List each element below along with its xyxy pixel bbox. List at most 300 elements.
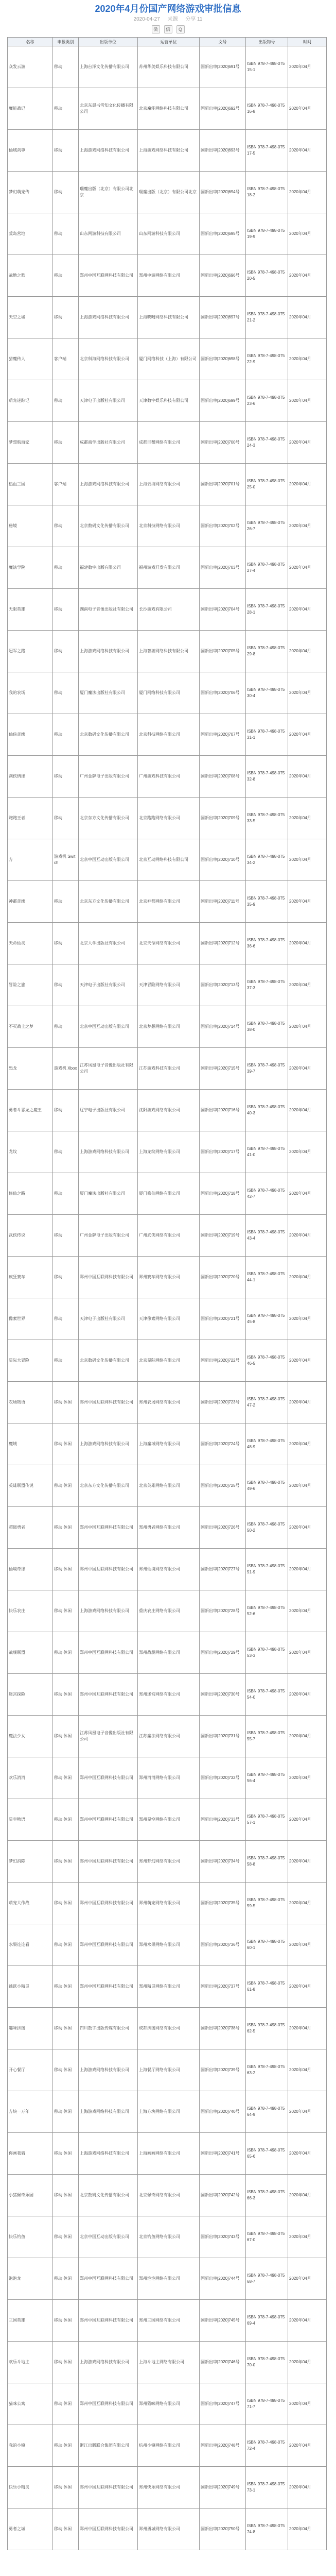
- cell-approval-number: 国新出审[2020]697号: [200, 297, 246, 338]
- cell-category: 移动: [53, 172, 79, 213]
- cell-game-name: 勇者之城: [8, 2509, 53, 2550]
- cell-isbn: ISBN 978-7-498-07532-8: [246, 756, 288, 798]
- cell-publisher: 北京东方文化传播有限公司: [79, 1465, 138, 1507]
- cell-date: 2020年04月: [288, 1257, 327, 1298]
- cell-approval-number: 国新出审[2020]712号: [200, 923, 246, 964]
- cell-isbn: ISBN 978-7-498-07546-5: [246, 1340, 288, 1382]
- cell-approval-number: 国新出审[2020]733号: [200, 1799, 246, 1841]
- cell-date: 2020年04月: [288, 1048, 327, 1090]
- cell-publisher: 上海游戏网络科技有限公司: [79, 2091, 138, 2133]
- cell-isbn: ISBN 978-7-498-07563-2: [246, 2049, 288, 2091]
- cell-approval-number: 国新出审[2020]741号: [200, 2133, 246, 2175]
- cell-category: 客户端: [53, 464, 79, 505]
- table-row: [8, 1173, 327, 1215]
- cell-date: 2020年04月: [288, 1090, 327, 1131]
- table-row: [8, 46, 327, 88]
- cell-publisher: 福建数字出版有限公司: [79, 547, 138, 589]
- cell-game-name: 秘境: [8, 505, 53, 547]
- cell-approval-number: 国新出审[2020]739号: [200, 2049, 246, 2091]
- cell-approval-number: 国新出审[2020]718号: [200, 1173, 246, 1215]
- cell-game-name: 欢乐斗地主: [8, 2342, 53, 2383]
- table-row: [8, 464, 327, 505]
- cell-category: 移动 休闲: [53, 2342, 79, 2383]
- table-row: [8, 1590, 327, 1632]
- cell-isbn: ISBN 978-7-498-07544-1: [246, 1257, 288, 1298]
- cell-operator: 北京科技网络有限公司: [138, 714, 200, 756]
- cell-game-name: 热血三国: [8, 464, 53, 505]
- cell-publisher: 上海游戏网络科技有限公司: [79, 1423, 138, 1465]
- cell-publisher: 湖南电子音像出版社有限公司: [79, 589, 138, 631]
- cell-operator: 厦门网络科技有限公司: [138, 672, 200, 714]
- cell-game-name: 我的小镇: [8, 2425, 53, 2467]
- cell-game-name: 冒险之旅: [8, 964, 53, 1006]
- cell-operator: 北京梦想网络有限公司: [138, 1006, 200, 1048]
- cell-game-name: 超级勇者: [8, 1507, 53, 1549]
- cell-publisher: 郑州中国互联网科技有限公司: [79, 2509, 138, 2550]
- cell-operator: 福州游戏开发有限公司: [138, 547, 200, 589]
- cell-approval-number: 国新出审[2020]717号: [200, 1131, 246, 1173]
- table-row: [8, 798, 327, 839]
- cell-game-name: 武侠传说: [8, 1215, 53, 1257]
- cell-operator: 郑州迷宫网络有限公司: [138, 1674, 200, 1716]
- page-title: 2020年4月份国产网络游戏审批信息: [95, 4, 241, 14]
- cell-publisher: 浙江出版联合集团有限公司: [79, 2425, 138, 2467]
- cell-approval-number: 国新出审[2020]746号: [200, 2342, 246, 2383]
- cell-category: 移动: [53, 1215, 79, 1257]
- cell-game-name: 魔能战记: [8, 88, 53, 130]
- cell-category: 移动 休闲: [53, 2133, 79, 2175]
- cell-approval-number: 国新出审[2020]701号: [200, 464, 246, 505]
- cell-category: 移动 休闲: [53, 2008, 79, 2049]
- table-row: [8, 1632, 327, 1674]
- table-row: [8, 756, 327, 798]
- cell-publisher: 北京科海网络科技有限公司: [79, 338, 138, 380]
- cell-publisher: 北京数码文化传播有限公司: [79, 505, 138, 547]
- table-row: [8, 1215, 327, 1257]
- cell-category: 移动 休闲: [53, 1799, 79, 1841]
- cell-isbn: ISBN 978-7-498-07551-9: [246, 1549, 288, 1590]
- cell-game-name: 恐龙: [8, 1048, 53, 1090]
- cell-game-name: 水果连连看: [8, 1924, 53, 1966]
- cell-approval-number: 国新出审[2020]722号: [200, 1340, 246, 1382]
- cell-date: 2020年04月: [288, 213, 327, 255]
- cell-date: 2020年04月: [288, 964, 327, 1006]
- cell-operator: 上海魔域网络有限公司: [138, 1423, 200, 1465]
- wechat-icon[interactable]: 信: [164, 25, 172, 33]
- cell-category: 移动 休闲: [53, 2300, 79, 2342]
- cell-date: 2020年04月: [288, 88, 327, 130]
- table-row: [8, 1382, 327, 1423]
- cell-operator: 成都巨蟹网络有限公司: [138, 422, 200, 464]
- cell-isbn: ISBN 978-7-498-07559-5: [246, 1883, 288, 1924]
- cell-approval-number: 国新出审[2020]692号: [200, 88, 246, 130]
- cell-isbn: ISBN 978-7-498-07558-8: [246, 1841, 288, 1883]
- column-header-approval-number: 文号: [200, 38, 246, 46]
- cell-category: 移动 休闲: [53, 2425, 79, 2467]
- cell-category: 移动: [53, 1298, 79, 1340]
- qzone-icon[interactable]: Q: [176, 25, 185, 33]
- cell-date: 2020年04月: [288, 1340, 327, 1382]
- cell-operator: 北京跑跑网络有限公司: [138, 798, 200, 839]
- cell-approval-number: 国新出审[2020]704号: [200, 589, 246, 631]
- cell-approval-number: 国新出审[2020]728号: [200, 1590, 246, 1632]
- table-row: [8, 338, 327, 380]
- cell-publisher: 郑州中国互联网科技有限公司: [79, 1674, 138, 1716]
- cell-operator: 郑州萌宠网络有限公司: [138, 1883, 200, 1924]
- cell-game-name: 快乐农庄: [8, 1590, 53, 1632]
- cell-game-name: 你画我猜: [8, 2133, 53, 2175]
- cell-publisher: 天津电子出版社有限公司: [79, 1298, 138, 1340]
- cell-category: 移动: [53, 1173, 79, 1215]
- cell-category: 移动: [53, 923, 79, 964]
- cell-publisher: 辽宁电子出版社有限公司: [79, 1090, 138, 1131]
- cell-operator: 上海智游网络科技有限公司: [138, 631, 200, 672]
- cell-publisher: 厦门魔法出版社有限公司: [79, 1173, 138, 1215]
- table-row: [8, 255, 327, 297]
- cell-publisher: 成都商学出版社有限公司: [79, 422, 138, 464]
- table-row: [8, 631, 327, 672]
- cell-game-name: 快乐钓鱼: [8, 2216, 53, 2258]
- cell-game-name: 英雄联盟传说: [8, 1465, 53, 1507]
- table-row: [8, 1298, 327, 1340]
- cell-approval-number: 国新出审[2020]735号: [200, 1883, 246, 1924]
- cell-approval-number: 国新出审[2020]720号: [200, 1257, 246, 1298]
- cell-publisher: 江苏凤凰电子音像出版社有限公司: [79, 1048, 138, 1090]
- cell-approval-number: 国新出审[2020]738号: [200, 2008, 246, 2049]
- table-row: [8, 2258, 327, 2300]
- cell-publisher: 北京中国互动出版有限公司: [79, 839, 138, 881]
- table-header-row: [8, 38, 327, 46]
- cell-operator: 苏州华美娱乐科技有限公司: [138, 46, 200, 88]
- cell-approval-number: 国新出审[2020]705号: [200, 631, 246, 672]
- table-row: [8, 422, 327, 464]
- cell-isbn: ISBN 978-7-498-07572-4: [246, 2425, 288, 2467]
- cell-category: 移动: [53, 1090, 79, 1131]
- cell-publisher: 郑州中国互联网科技有限公司: [79, 2258, 138, 2300]
- cell-approval-number: 国新出审[2020]715号: [200, 1048, 246, 1090]
- cell-operator: 江苏魔法网络有限公司: [138, 1716, 200, 1757]
- cell-isbn: ISBN 978-7-498-07515-1: [246, 46, 288, 88]
- cell-operator: 郑州消消网络有限公司: [138, 1757, 200, 1799]
- cell-publisher: 郑州中国互联网科技有限公司: [79, 1382, 138, 1423]
- table-row: [8, 1423, 327, 1465]
- cell-operator: 郑州三国网络有限公司: [138, 2300, 200, 2342]
- cell-date: 2020年04月: [288, 2258, 327, 2300]
- table-row: [8, 1090, 327, 1131]
- column-header-game-name: 名称: [8, 38, 53, 46]
- cell-approval-number: 国新出审[2020]699号: [200, 380, 246, 422]
- cell-date: 2020年04月: [288, 1423, 327, 1465]
- cell-game-name: 天命仙灵: [8, 923, 53, 964]
- table-row: [8, 672, 327, 714]
- cell-category: 移动: [53, 964, 79, 1006]
- cell-operator: 广州武侠网络有限公司: [138, 1215, 200, 1257]
- cell-publisher: 广州金牌电子出版有限公司: [79, 1215, 138, 1257]
- cell-isbn: ISBN 978-7-498-07519-9: [246, 213, 288, 255]
- cell-date: 2020年04月: [288, 1716, 327, 1757]
- cell-operator: 郑州快乐网络有限公司: [138, 2467, 200, 2509]
- table-row: [8, 1674, 327, 1716]
- cell-publisher: 上海游戏网络科技有限公司: [79, 2049, 138, 2091]
- cell-category: 移动 休闲: [53, 1674, 79, 1716]
- column-header-operator: 运营单位: [138, 38, 200, 46]
- cell-category: 游戏机 Switch: [53, 839, 79, 881]
- cell-date: 2020年04月: [288, 1131, 327, 1173]
- cell-approval-number: 国新出审[2020]700号: [200, 422, 246, 464]
- cell-operator: 成都拼图网络有限公司: [138, 2008, 200, 2049]
- cell-isbn: ISBN 978-7-498-07557-1: [246, 1799, 288, 1841]
- cell-approval-number: 国新出审[2020]732号: [200, 1757, 246, 1799]
- cell-publisher: 上海游戏网络科技有限公司: [79, 631, 138, 672]
- cell-category: 移动: [53, 672, 79, 714]
- cell-category: 移动: [53, 589, 79, 631]
- cell-game-name: 萌宠迷踪记: [8, 380, 53, 422]
- cell-operator: 厦门网络科技（上海）有限公司: [138, 338, 200, 380]
- cell-date: 2020年04月: [288, 1507, 327, 1549]
- cell-date: 2020年04月: [288, 2133, 327, 2175]
- cell-game-name: 像素世界: [8, 1298, 53, 1340]
- cell-publisher: 广州金牌电子出版有限公司: [79, 756, 138, 798]
- cell-isbn: ISBN 978-7-498-07531-1: [246, 714, 288, 756]
- table-row: [8, 1006, 327, 1048]
- cell-publisher: 上海游戏网络科技有限公司: [79, 2133, 138, 2175]
- cell-game-name: 欢乐消消: [8, 1757, 53, 1799]
- cell-date: 2020年04月: [288, 756, 327, 798]
- cell-game-name: 萌宠大作战: [8, 1883, 53, 1924]
- cell-isbn: ISBN 978-7-498-07573-1: [246, 2467, 288, 2509]
- cell-isbn: ISBN 978-7-498-07528-1: [246, 589, 288, 631]
- cell-game-name: 不灭战士之梦: [8, 1006, 53, 1048]
- cell-isbn: ISBN 978-7-498-07535-9: [246, 881, 288, 923]
- cell-operator: 天津像素网络有限公司: [138, 1298, 200, 1340]
- cell-publisher: 北京东晨书雪知文化传播有限公司: [79, 88, 138, 130]
- cell-approval-number: 国新出审[2020]734号: [200, 1841, 246, 1883]
- cell-approval-number: 国新出审[2020]750号: [200, 2509, 246, 2550]
- cell-game-name: 开心餐厅: [8, 2049, 53, 2091]
- cell-operator: 郑州梦幻网络有限公司: [138, 1841, 200, 1883]
- table-row: [8, 297, 327, 338]
- cell-isbn: ISBN 978-7-498-07516-8: [246, 88, 288, 130]
- cell-game-name: 猎魔传人: [8, 338, 53, 380]
- cell-isbn: ISBN 978-7-498-07541-0: [246, 1131, 288, 1173]
- table-row: [8, 88, 327, 130]
- cell-date: 2020年04月: [288, 1841, 327, 1883]
- weibo-icon[interactable]: 微: [152, 25, 160, 33]
- cell-date: 2020年04月: [288, 1966, 327, 2008]
- cell-operator: 上海云海网络有限公司: [138, 464, 200, 505]
- cell-game-name: 无限英雄: [8, 589, 53, 631]
- cell-category: 客户端: [53, 338, 79, 380]
- cell-isbn: ISBN 978-7-498-07547-2: [246, 1382, 288, 1423]
- cell-publisher: 北京数码文化传播有限公司: [79, 2175, 138, 2216]
- cell-isbn: ISBN 978-7-498-07548-9: [246, 1423, 288, 1465]
- cell-category: 移动: [53, 422, 79, 464]
- cell-game-name: 龙纹: [8, 1131, 53, 1173]
- cell-date: 2020年04月: [288, 2216, 327, 2258]
- cell-approval-number: 国新出审[2020]724号: [200, 1423, 246, 1465]
- cell-operator: 北京天命网络有限公司: [138, 923, 200, 964]
- cell-game-name: 迷宫探险: [8, 1674, 53, 1716]
- cell-operator: 沈阳游戏网络有限公司: [138, 1090, 200, 1131]
- cell-isbn: ISBN 978-7-498-07564-9: [246, 2091, 288, 2133]
- cell-category: 移动 休闲: [53, 1590, 79, 1632]
- table-row: [8, 714, 327, 756]
- cell-approval-number: 国新出审[2020]691号: [200, 46, 246, 88]
- cell-isbn: ISBN 978-7-498-07518-2: [246, 172, 288, 213]
- cell-game-name: 梦幻消除: [8, 1841, 53, 1883]
- cell-date: 2020年04月: [288, 297, 327, 338]
- cell-category: 移动 休闲: [53, 1382, 79, 1423]
- cell-category: 移动: [53, 798, 79, 839]
- cell-date: 2020年04月: [288, 1674, 327, 1716]
- cell-date: 2020年04月: [288, 839, 327, 881]
- cell-game-name: 战舰联盟: [8, 1632, 53, 1674]
- cell-date: 2020年04月: [288, 1883, 327, 1924]
- cell-date: 2020年04月: [288, 881, 327, 923]
- cell-category: 移动: [53, 1257, 79, 1298]
- cell-date: 2020年04月: [288, 1465, 327, 1507]
- cell-publisher: 郑州中国互联网科技有限公司: [79, 1841, 138, 1883]
- cell-isbn: ISBN 978-7-498-07524-3: [246, 422, 288, 464]
- cell-operator: 郑州赛车网络有限公司: [138, 1257, 200, 1298]
- cell-isbn: ISBN 978-7-498-07517-5: [246, 130, 288, 172]
- table-row: [8, 505, 327, 547]
- cell-operator: 天津数字娱乐科技有限公司: [138, 380, 200, 422]
- cell-operator: 上海画画网络有限公司: [138, 2133, 200, 2175]
- column-header-date: 时间: [288, 38, 327, 46]
- cell-isbn: ISBN 978-7-498-07526-7: [246, 505, 288, 547]
- cell-category: 移动 休闲: [53, 1966, 79, 2008]
- cell-operator: 郑州泡泡网络有限公司: [138, 2258, 200, 2300]
- cell-category: 游戏机 Xbox: [53, 1048, 79, 1090]
- cell-operator: 杭州小镇网络有限公司: [138, 2425, 200, 2467]
- table-row: [8, 1716, 327, 1757]
- cell-category: 移动: [53, 380, 79, 422]
- cell-date: 2020年04月: [288, 923, 327, 964]
- cell-category: 移动 休闲: [53, 1632, 79, 1674]
- cell-publisher: 江苏凤凰电子音像出版社有限公司: [79, 1716, 138, 1757]
- table-row: [8, 2509, 327, 2550]
- cell-approval-number: 国新出审[2020]714号: [200, 1006, 246, 1048]
- cell-operator: 上海晓晴网络科技有限公司: [138, 297, 200, 338]
- table-row: [8, 1257, 327, 1298]
- cell-approval-number: 国新出审[2020]721号: [200, 1298, 246, 1340]
- cell-publisher: 郑州中国互联网科技有限公司: [79, 1883, 138, 1924]
- cell-date: 2020年04月: [288, 255, 327, 297]
- cell-isbn: ISBN 978-7-498-07527-4: [246, 547, 288, 589]
- cell-game-name: 神都奇缘: [8, 881, 53, 923]
- cell-date: 2020年04月: [288, 1298, 327, 1340]
- column-header-publisher: 出版单位: [79, 38, 138, 46]
- table-row: [8, 2175, 327, 2216]
- cell-category: 移动: [53, 130, 79, 172]
- cell-date: 2020年04月: [288, 2008, 327, 2049]
- cell-date: 2020年04月: [288, 1924, 327, 1966]
- table-row: [8, 1048, 327, 1090]
- table-row: [8, 839, 327, 881]
- table-body: [8, 46, 327, 2550]
- cell-publisher: 上海游戏网络科技有限公司: [79, 464, 138, 505]
- cell-isbn: ISBN 978-7-498-07538-0: [246, 1006, 288, 1048]
- cell-approval-number: 国新出审[2020]729号: [200, 1632, 246, 1674]
- table-row: [8, 1507, 327, 1549]
- table-row: [8, 2091, 327, 2133]
- cell-date: 2020年04月: [288, 464, 327, 505]
- cell-category: 移动 休闲: [53, 1716, 79, 1757]
- cell-isbn: ISBN 978-7-498-07561-8: [246, 1966, 288, 2008]
- cell-publisher: 郑州中国互联网科技有限公司: [79, 1257, 138, 1298]
- table-row: [8, 1340, 327, 1382]
- cell-category: 移动 休闲: [53, 2383, 79, 2425]
- cell-operator: 北京星际网络有限公司: [138, 1340, 200, 1382]
- cell-approval-number: 国新出审[2020]736号: [200, 1924, 246, 1966]
- cell-publisher: 郑州中国互联网科技有限公司: [79, 255, 138, 297]
- cell-publisher: 上海游戏网络科技有限公司: [79, 1590, 138, 1632]
- cell-isbn: ISBN 978-7-498-07567-0: [246, 2216, 288, 2258]
- cell-approval-number: 国新出审[2020]745号: [200, 2300, 246, 2342]
- cell-date: 2020年04月: [288, 130, 327, 172]
- cell-operator: 北京佩奇网络有限公司: [138, 2175, 200, 2216]
- column-header-isbn: 出版物号: [246, 38, 288, 46]
- cell-operator: 郑州战舰网络有限公司: [138, 1632, 200, 1674]
- cell-approval-number: 国新出审[2020]695号: [200, 213, 246, 255]
- table-row: [8, 2342, 327, 2383]
- cell-game-name: 魔法少女: [8, 1716, 53, 1757]
- source-label: 来源: [167, 16, 178, 22]
- cell-publisher: 上海游戏网络科技有限公司: [79, 1131, 138, 1173]
- cell-date: 2020年04月: [288, 1632, 327, 1674]
- cell-category: 移动: [53, 1006, 79, 1048]
- cell-date: 2020年04月: [288, 2175, 327, 2216]
- cell-game-name: 梦想航海家: [8, 422, 53, 464]
- cell-category: 移动 休闲: [53, 2258, 79, 2300]
- cell-approval-number: 国新出审[2020]742号: [200, 2175, 246, 2216]
- cell-publisher: 四川数字出版传媒有限公司: [79, 2008, 138, 2049]
- cell-isbn: ISBN 978-7-498-07522-9: [246, 338, 288, 380]
- cell-isbn: ISBN 978-7-498-07565-6: [246, 2133, 288, 2175]
- cell-game-name: 跳跃小精灵: [8, 1966, 53, 2008]
- cell-isbn: ISBN 978-7-498-07550-2: [246, 1507, 288, 1549]
- table-row: [8, 923, 327, 964]
- cell-isbn: ISBN 978-7-498-07562-5: [246, 2008, 288, 2049]
- cell-isbn: ISBN 978-7-498-07521-2: [246, 297, 288, 338]
- cell-approval-number: 国新出审[2020]694号: [200, 172, 246, 213]
- cell-publisher: 上海游戏网络科技有限公司: [79, 130, 138, 172]
- cell-isbn: ISBN 978-7-498-07553-3: [246, 1632, 288, 1674]
- cell-category: 移动: [53, 756, 79, 798]
- cell-operator: 上海方块网络有限公司: [138, 2091, 200, 2133]
- cell-category: 移动: [53, 547, 79, 589]
- cell-approval-number: 国新出审[2020]698号: [200, 338, 246, 380]
- cell-isbn: ISBN 978-7-498-07552-6: [246, 1590, 288, 1632]
- cell-publisher: 郑州中国互联网科技有限公司: [79, 1632, 138, 1674]
- cell-category: 移动 休闲: [53, 1883, 79, 1924]
- cell-approval-number: 国新出审[2020]719号: [200, 1215, 246, 1257]
- cell-date: 2020年04月: [288, 505, 327, 547]
- cell-game-name: 快乐小精灵: [8, 2467, 53, 2509]
- cell-operator: 郑州猫咪网络有限公司: [138, 2383, 200, 2425]
- cell-approval-number: 国新出审[2020]706号: [200, 672, 246, 714]
- cell-game-name: 仙境奇缘: [8, 1549, 53, 1590]
- cell-date: 2020年04月: [288, 2425, 327, 2467]
- cell-publisher: 瑞魔出版（北京）有限公司北京: [79, 172, 138, 213]
- cell-isbn: ISBN 978-7-498-07571-7: [246, 2383, 288, 2425]
- cell-date: 2020年04月: [288, 672, 327, 714]
- cell-approval-number: 国新出审[2020]743号: [200, 2216, 246, 2258]
- cell-game-name: 魔域: [8, 1423, 53, 1465]
- cell-publisher: 郑州中国互联网科技有限公司: [79, 2300, 138, 2342]
- cell-approval-number: 国新出审[2020]740号: [200, 2091, 246, 2133]
